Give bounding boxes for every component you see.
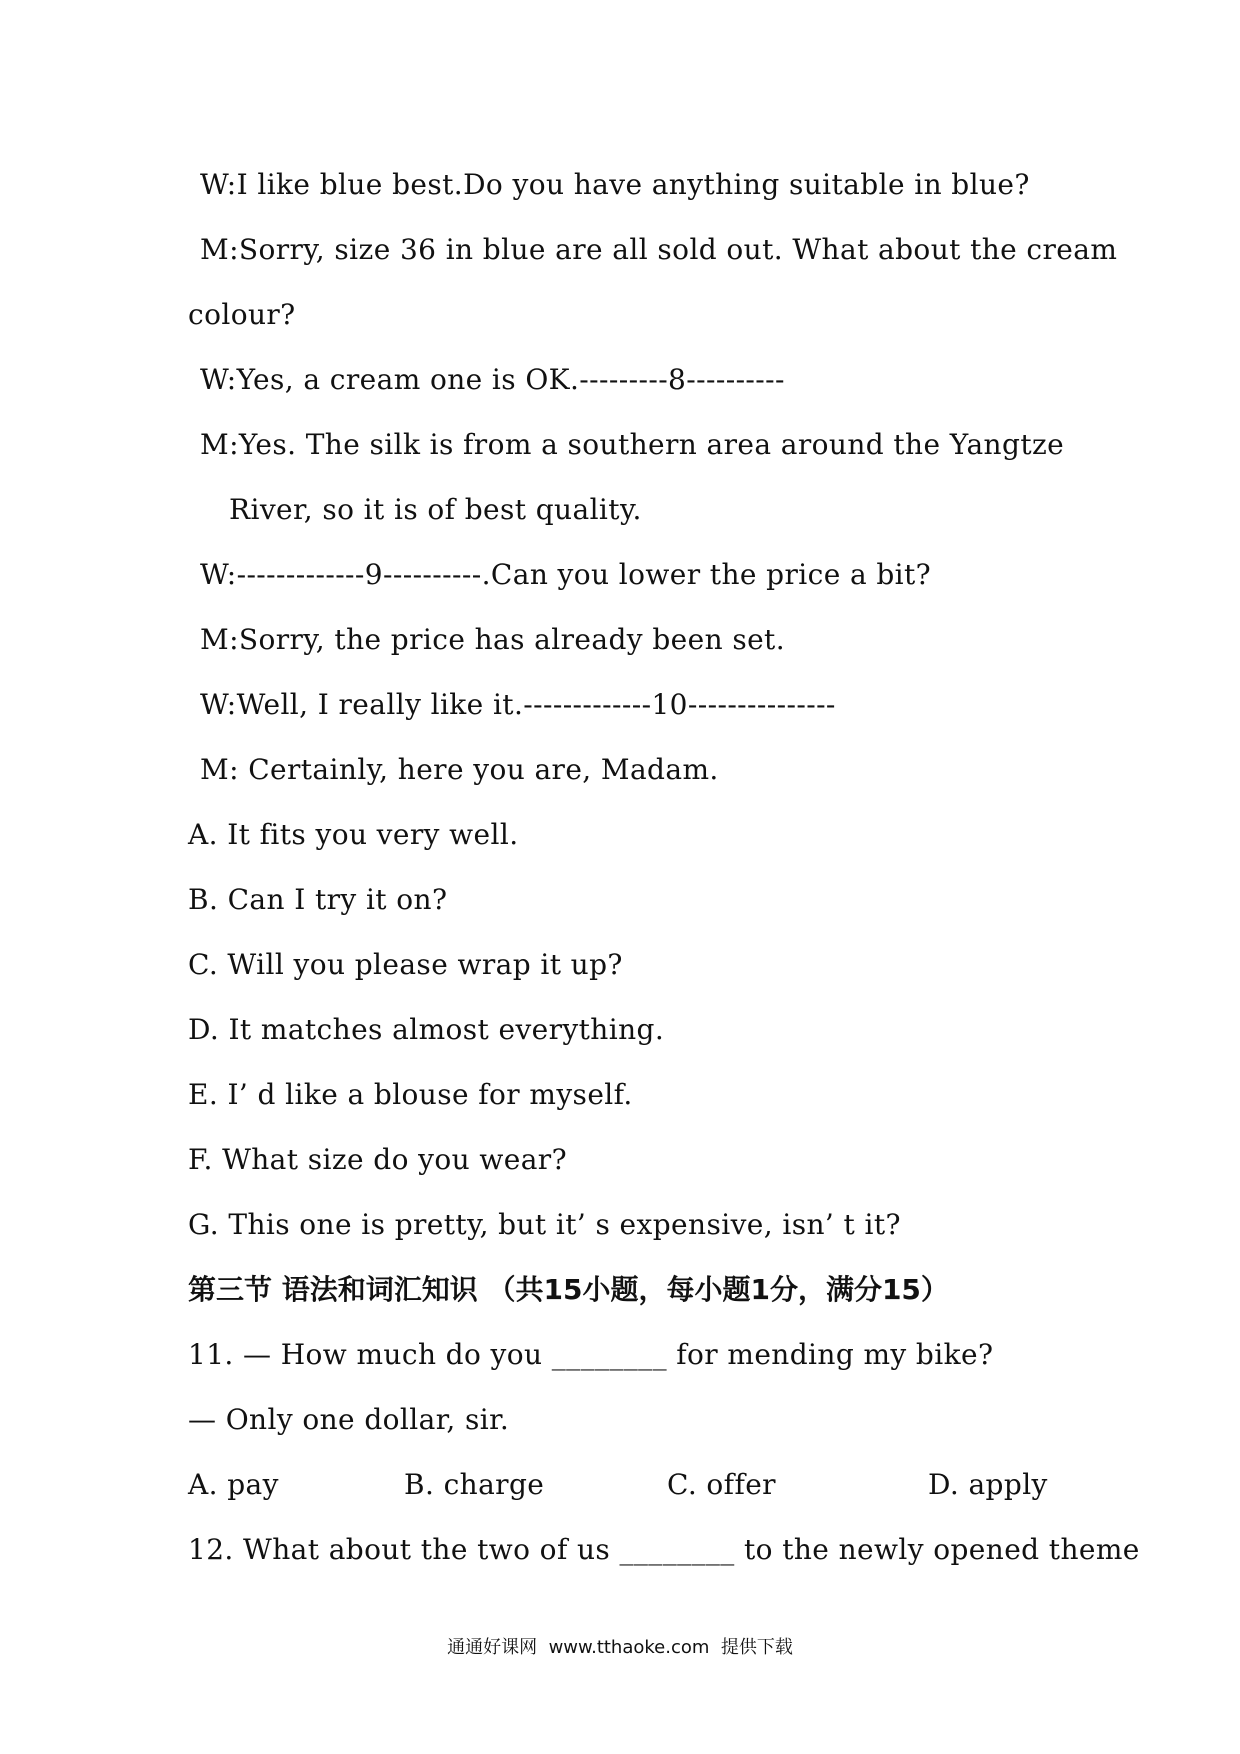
dialogue-line: W:Well, I really like it.-------------10--------------- (200, 688, 836, 721)
question-11-choice-d: D. apply (928, 1468, 1048, 1501)
dialogue-line: W:-------------9----------.Can you lower the price a bit? (200, 558, 932, 591)
dialogue-line: M: Certainly, here you are, Madam. (200, 753, 719, 786)
dialogue-line: colour? (188, 298, 296, 331)
option-line: D. It matches almost everything. (188, 1013, 665, 1046)
section-heading: 第三节 语法和词汇知识 （共15小题，每小题1分，满分15） (188, 1273, 949, 1306)
question-12-stem: 12. What about the two of us ________ to the newly opened theme (188, 1533, 1140, 1566)
question-11-reply: — Only one dollar, sir. (188, 1403, 510, 1436)
question-11-stem: 11. — How much do you ________ for mending my bike? (188, 1338, 994, 1371)
option-line: B. Can I try it on? (188, 883, 448, 916)
dialogue-line: M:Sorry, size 36 in blue are all sold out. What about the cream (200, 233, 1118, 266)
dialogue-line: M:Yes. The silk is from a southern area around the Yangtze (200, 428, 1065, 461)
question-11-choice-c: C. offer (667, 1468, 776, 1501)
option-line: G. This one is pretty, but it’ s expensive, isn’ t it? (188, 1208, 901, 1241)
dialogue-line: M:Sorry, the price has already been set. (200, 623, 786, 656)
page-footer: 通通好课网 www.tthaoke.com 提供下载 (447, 1637, 793, 1658)
question-11-choice-a: A. pay (188, 1468, 279, 1501)
dialogue-line: W:Yes, a cream one is OK.---------8---------- (200, 363, 785, 396)
dialogue-line: W:I like blue best.Do you have anything suitable in blue? (200, 168, 1030, 201)
option-line: F. What size do you wear? (188, 1143, 567, 1176)
question-11-choice-b: B. charge (404, 1468, 545, 1501)
dialogue-line: River, so it is of best quality. (229, 493, 642, 526)
option-line: A. It fits you very well. (188, 818, 519, 851)
option-line: C. Will you please wrap it up? (188, 948, 623, 981)
option-line: E. I’ d like a blouse for myself. (188, 1078, 633, 1111)
